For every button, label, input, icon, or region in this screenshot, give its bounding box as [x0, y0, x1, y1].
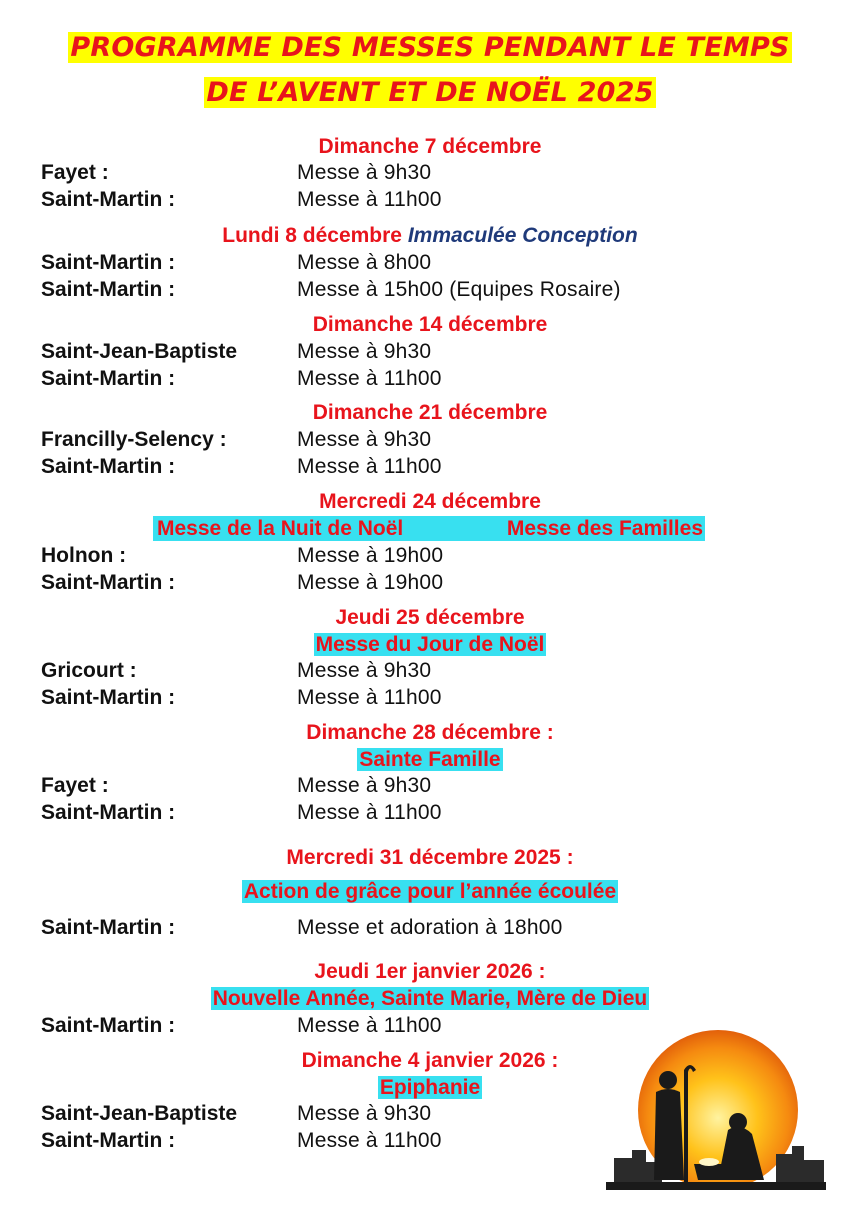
church-name: Saint-Martin : [41, 367, 176, 390]
mass-time: Messe à 11h00 [297, 686, 442, 709]
page-title-line-1: PROGRAMME DES MESSES PENDANT LE TEMPS [70, 32, 790, 63]
church-name: Gricourt : [41, 659, 137, 682]
section-date: Dimanche 28 décembre : [306, 721, 554, 744]
section-date: Jeudi 1er janvier 2026 : [314, 960, 546, 983]
church-name: Saint-Martin : [41, 801, 176, 824]
church-name: Saint-Jean-Baptiste [41, 340, 238, 363]
church-name: Holnon : [41, 544, 127, 567]
ground-line [606, 1182, 826, 1190]
mass-time: Messe à 11h00 [297, 1014, 442, 1037]
mass-time: Messe à 8h00 [297, 251, 432, 274]
mass-time: Messe à 9h30 [297, 659, 432, 682]
section-date-text: Lundi 8 décembre [222, 224, 402, 247]
subtitle-right: Messe des Familles [506, 517, 703, 540]
mass-time: Messe à 9h30 [297, 161, 432, 184]
section-subtitle: Action de grâce pour l’année écoulée [243, 880, 617, 903]
section-date: Jeudi 25 décembre [335, 606, 525, 629]
mass-time: Messe à 9h30 [297, 774, 432, 797]
church-name: Saint-Martin : [41, 455, 176, 478]
mass-time: Messe à 19h00 [297, 571, 444, 594]
church-name: Saint-Martin : [41, 251, 176, 274]
section-subtitle: Messe du Jour de Noël [315, 633, 545, 656]
church-name: Saint-Martin : [41, 188, 176, 211]
church-name: Saint-Martin : [41, 1129, 176, 1152]
mass-time: Messe à 11h00 [297, 367, 442, 390]
section-date: Dimanche 7 décembre [318, 135, 542, 158]
mass-time: Messe à 9h30 [297, 340, 432, 363]
section-subtitle [153, 516, 705, 541]
subtitle-left: Messe de la Nuit de Noël [157, 517, 404, 540]
mass-time: Messe à 9h30 [297, 428, 432, 451]
section-subtitle: Nouvelle Année, Sainte Marie, Mère de Dieu [212, 987, 648, 1010]
church-name: Saint-Martin : [41, 278, 176, 301]
section-subtitle: Sainte Famille [359, 748, 501, 771]
section-date: Dimanche 4 janvier 2026 : [301, 1049, 559, 1072]
mass-time: Messe à 9h30 [297, 1102, 432, 1125]
section-date: Mercredi 31 décembre 2025 : [286, 846, 574, 869]
church-name: Saint-Jean-Baptiste [41, 1102, 238, 1125]
section-date: Dimanche 14 décembre [312, 313, 548, 336]
church-name: Saint-Martin : [41, 571, 176, 594]
section-subtitle: Epiphanie [379, 1076, 481, 1099]
mass-time: Messe et adoration à 18h00 [297, 916, 563, 939]
mass-time: Messe à 15h00 (Equipes Rosaire) [297, 278, 621, 301]
mass-time: Messe à 11h00 [297, 1129, 442, 1152]
nativity-silhouette-icon [606, 1030, 826, 1190]
mass-time: Messe à 11h00 [297, 455, 442, 478]
section-date: Dimanche 21 décembre [312, 401, 548, 424]
church-name: Saint-Martin : [41, 916, 176, 939]
church-name: Fayet : [41, 774, 109, 797]
church-name: Fayet : [41, 161, 109, 184]
church-name: Saint-Martin : [41, 686, 176, 709]
feast-name: Immaculée Conception [407, 224, 638, 247]
mass-time: Messe à 11h00 [297, 188, 442, 211]
church-name: Saint-Martin : [41, 1014, 176, 1037]
church-name: Francilly-Selency : [41, 428, 227, 451]
section-date [0, 223, 860, 249]
mass-time: Messe à 11h00 [297, 801, 442, 824]
page-title-line-2: DE L’AVENT ET DE NOËL 2025 [206, 77, 654, 108]
section-date: Mercredi 24 décembre [319, 490, 541, 513]
mass-time: Messe à 19h00 [297, 544, 444, 567]
